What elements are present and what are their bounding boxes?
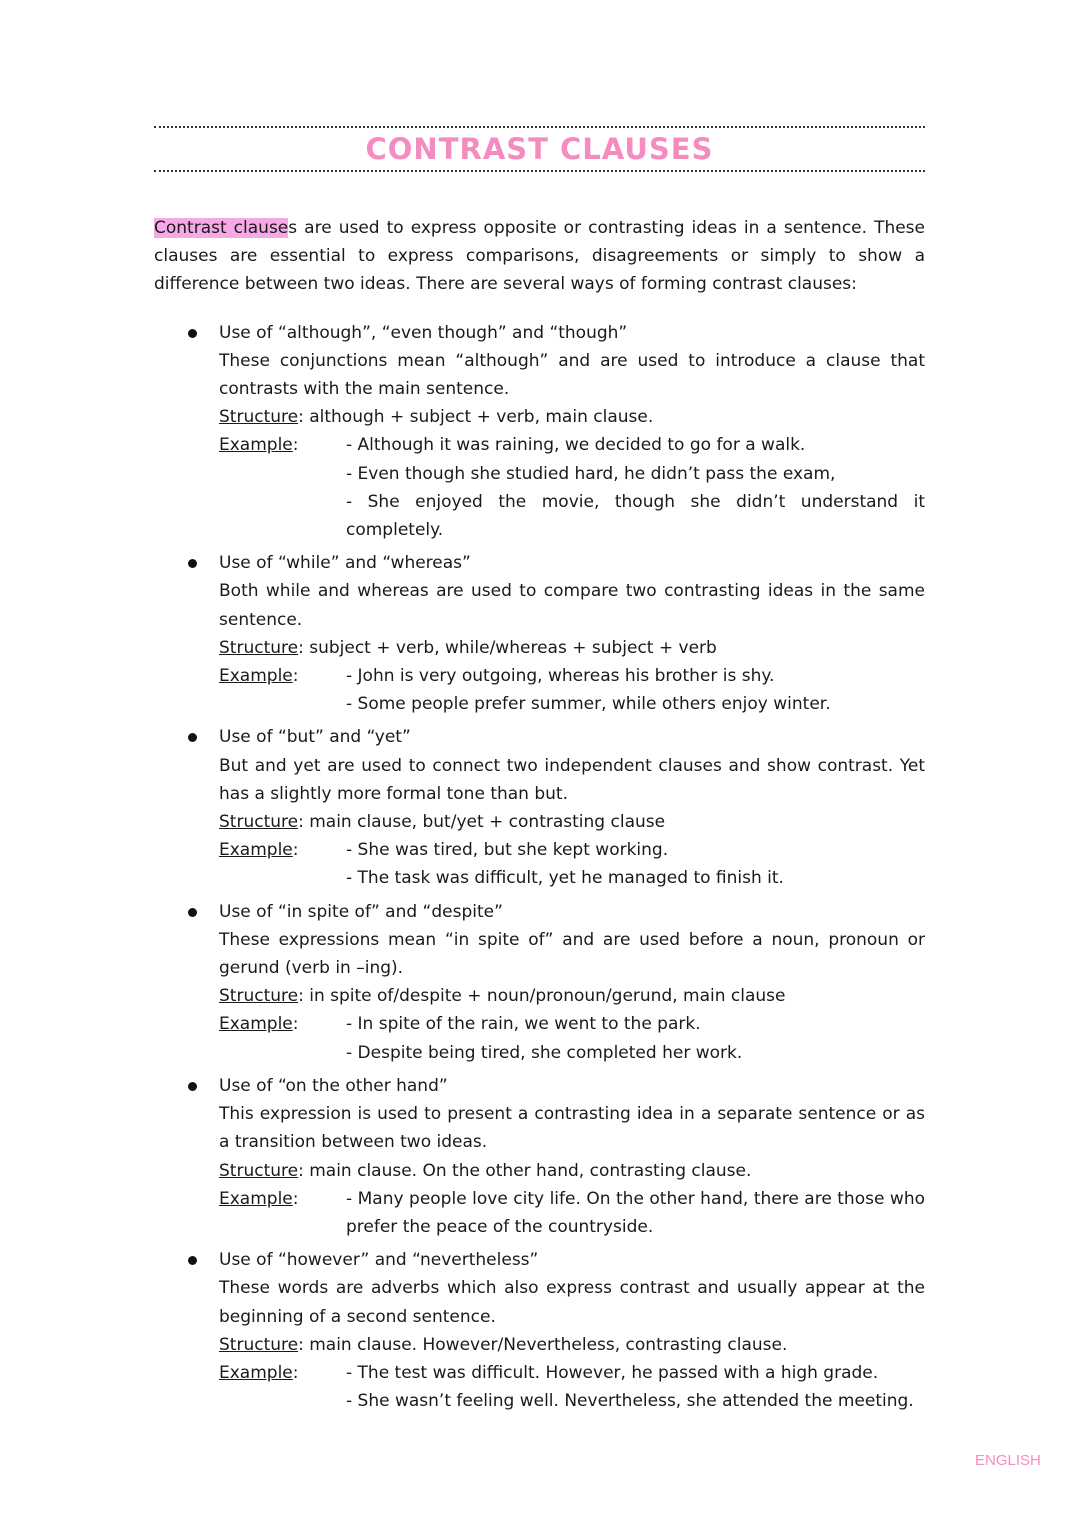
example-label-wrap: Example: (219, 1014, 299, 1035)
example-item: - Many people love city life. On the other hand, there are those who prefer the peace of the countryside. (346, 1188, 925, 1237)
section-description: These expressions mean “in spite of” and are used before a noun, pronoun or gerund (verb in –ing). (219, 929, 925, 979)
section-although (154, 319, 925, 545)
example-item: - Despite being tired, she completed her work. (346, 1042, 743, 1063)
structure-label: Structure (219, 637, 299, 658)
example-row (219, 836, 925, 892)
example-row (219, 1359, 925, 1415)
example-label-wrap: Example: (219, 1188, 299, 1209)
example-label-wrap: Example: (219, 1362, 299, 1383)
structure-text: : in spite of/despite + noun/pronoun/gerund, main clause (298, 986, 786, 1007)
structure-label: Structure (219, 986, 299, 1007)
section-structure (219, 403, 925, 431)
example-list (346, 1185, 925, 1241)
bullet-icon (188, 1256, 197, 1265)
section-but-yet (154, 723, 925, 892)
example-item: - The task was difficult, yet he managed to finish it. (346, 868, 784, 889)
section-on-the-other-hand (154, 1072, 925, 1241)
structure-label: Structure (219, 1334, 299, 1355)
example-item: - Some people prefer summer, while others enjoy winter. (346, 694, 831, 715)
bullet-icon (188, 733, 197, 742)
section-description: But and yet are used to connect two independent clauses and show contrast. Yet has a slightly more formal tone than but. (219, 755, 925, 804)
section-heading: Use of “however” and “nevertheless” (219, 1250, 539, 1271)
structure-text: : main clause. However/Nevertheless, contrasting clause. (298, 1334, 788, 1355)
highlighted-term: Contrast clause (154, 218, 289, 238)
example-row (219, 662, 925, 718)
section-description: Both while and whereas are used to compare two contrasting ideas in the same sentence. (219, 581, 925, 630)
example-item: - Although it was raining, we decided to go for a walk. (346, 435, 806, 456)
example-label: Example (219, 435, 293, 456)
bottom-divider (154, 170, 925, 172)
example-list (346, 1010, 925, 1066)
example-item: - The test was difficult. However, he passed with a high grade. (346, 1362, 879, 1383)
example-list (346, 836, 925, 892)
bullet-icon (188, 1082, 197, 1091)
example-label-wrap: Example: (219, 435, 299, 456)
example-item: - She enjoyed the movie, though she didn’t understand it completely. (346, 491, 925, 541)
example-item: - John is very outgoing, whereas his brother is shy. (346, 666, 775, 687)
bullet-icon (188, 559, 197, 568)
example-list (346, 662, 925, 718)
structure-label: Structure (219, 407, 299, 428)
section-description: These conjunctions mean “although” and are used to introduce a clause that contrasts with the main sentence. (219, 350, 925, 400)
structure-text: : main clause, but/yet + contrasting clause (298, 812, 666, 833)
example-label-wrap: Example: (219, 666, 299, 687)
structure-label: Structure (219, 812, 299, 833)
section-heading: Use of “in spite of” and “despite” (219, 901, 503, 922)
page-title: CONTRAST CLAUSES (365, 132, 714, 166)
section-heading: Use of “while” and “whereas” (219, 553, 471, 574)
section-structure (219, 808, 925, 836)
bullet-icon (188, 908, 197, 917)
example-row (219, 1185, 925, 1241)
section-while-whereas (154, 549, 925, 718)
example-item: - She was tired, but she kept working. (346, 840, 669, 861)
sections-list (154, 319, 925, 1416)
section-description: This expression is used to present a contrasting idea in a separate sentence or as a transition between two ideas. (219, 1104, 925, 1153)
bullet-icon (188, 329, 197, 338)
example-label: Example (219, 1362, 293, 1383)
footer-subject-label: ENGLISH (975, 1452, 1041, 1469)
example-list (346, 1359, 925, 1415)
example-item: - Even though she studied hard, he didn’t pass the exam, (346, 463, 836, 484)
example-row (219, 1010, 925, 1066)
section-structure (219, 1331, 925, 1359)
structure-text: : main clause. On the other hand, contrasting clause. (298, 1160, 752, 1181)
example-label-wrap: Example: (219, 840, 299, 861)
section-heading: Use of “but” and “yet” (219, 727, 411, 748)
section-in-spite-of (154, 898, 925, 1067)
example-list (346, 431, 925, 544)
example-label: Example (219, 1188, 293, 1209)
section-description: These words are adverbs which also express contrast and usually appear at the beginning of a second sentence. (219, 1278, 925, 1327)
section-structure (219, 982, 925, 1010)
structure-text: : subject + verb, while/whereas + subject + verb (298, 637, 717, 658)
example-label: Example (219, 666, 293, 687)
example-label: Example (219, 1014, 293, 1035)
intro-paragraph (154, 214, 925, 299)
section-however-nevertheless (154, 1246, 925, 1415)
example-item: - In spite of the rain, we went to the park. (346, 1014, 701, 1035)
section-heading: Use of “although”, “even though” and “though” (219, 322, 628, 343)
example-row (219, 431, 925, 544)
structure-text: : although + subject + verb, main clause. (298, 407, 654, 428)
example-item: - She wasn’t feeling well. Nevertheless, she attended the meeting. (346, 1391, 914, 1412)
structure-label: Structure (219, 1160, 299, 1181)
section-heading: Use of “on the other hand” (219, 1075, 448, 1096)
section-structure (219, 634, 925, 662)
section-structure (219, 1157, 925, 1185)
document-page (154, 126, 925, 1420)
example-label: Example (219, 840, 293, 861)
intro-text: s are used to express opposite or contrasting ideas in a sentence. These clauses are essential to express comparisons, disagreements or simply to show a difference between two ideas. There are several ways of forming contrast clauses: (154, 218, 926, 295)
